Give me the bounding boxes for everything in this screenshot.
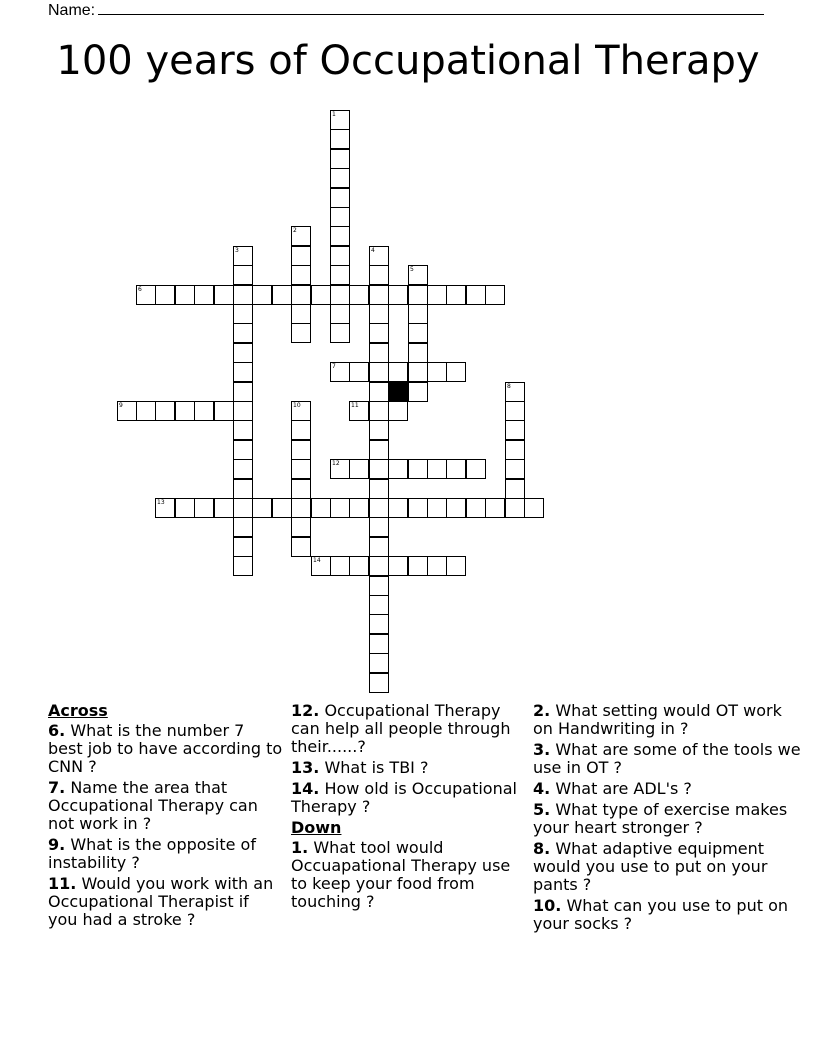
crossword-cell[interactable] — [505, 479, 525, 499]
clue-number: 5. — [533, 800, 551, 819]
crossword-cell[interactable] — [369, 265, 389, 285]
crossword-cell[interactable] — [330, 285, 350, 305]
crossword-cell[interactable] — [466, 285, 486, 305]
crossword-cell[interactable] — [330, 498, 350, 518]
clue-text: What setting would OT work on Handwriting in ? — [533, 701, 782, 738]
crossword-cell[interactable] — [388, 459, 408, 479]
clue-text: What is TBI ? — [324, 758, 429, 777]
clue-number: 12. — [291, 701, 320, 720]
crossword-cell[interactable] — [291, 537, 311, 557]
clue-across-14 — [291, 780, 531, 816]
crossword-cell[interactable] — [349, 285, 369, 305]
clue-text: Would you work with an Occupational Therapist if you had a stroke ? — [48, 874, 274, 929]
clue-text: What tool would Occuapational Therapy use to keep your food from touching ? — [291, 838, 511, 911]
name-underline[interactable] — [98, 0, 764, 15]
clue-down-2 — [533, 702, 803, 738]
clues-column-3 — [533, 702, 803, 936]
crossword-cell[interactable] — [369, 459, 389, 479]
crossword-cell[interactable] — [291, 479, 311, 499]
crossword-cell[interactable] — [349, 459, 369, 479]
crossword-cell[interactable] — [214, 498, 234, 518]
crossword-cell[interactable] — [233, 537, 253, 557]
crossword-cell[interactable] — [408, 323, 428, 343]
crossword-cell[interactable] — [505, 401, 525, 421]
crossword-cell[interactable] — [369, 246, 389, 266]
clue-number: 9. — [48, 835, 66, 854]
clue-number: 8. — [533, 839, 551, 858]
crossword-cell[interactable] — [330, 556, 350, 576]
clue-down-4 — [533, 780, 803, 798]
crossword-cell[interactable] — [214, 401, 234, 421]
crossword-cell[interactable] — [427, 498, 447, 518]
crossword-cell[interactable] — [233, 479, 253, 499]
name-field[interactable] — [48, 0, 764, 20]
clue-text: What type of exercise makes your heart stronger ? — [533, 800, 788, 837]
crossword-cell[interactable] — [252, 285, 272, 305]
cell-number: 14 — [313, 557, 321, 564]
crossword-cell[interactable] — [349, 556, 369, 576]
clue-text: What is the number 7 best job to have according to CNN ? — [48, 721, 283, 776]
crossword-cell[interactable] — [408, 304, 428, 324]
crossword-cell[interactable] — [155, 498, 175, 518]
crossword-cell[interactable] — [369, 595, 389, 615]
clue-text: What is the opposite of instability ? — [48, 835, 256, 872]
crossword-cell[interactable] — [175, 498, 195, 518]
cell-number: 8 — [507, 383, 511, 390]
crossword-cell[interactable] — [233, 343, 253, 363]
crossword-cell[interactable] — [524, 498, 544, 518]
clue-number: 11. — [48, 874, 77, 893]
crossword-cell[interactable] — [330, 207, 350, 227]
crossword-cell[interactable] — [349, 362, 369, 382]
clue-text: What adaptive equipment would you use to put on your pants ? — [533, 839, 768, 894]
clue-number: 14. — [291, 779, 320, 798]
crossword-cell[interactable] — [291, 304, 311, 324]
crossword-cell[interactable] — [505, 382, 525, 402]
crossword-cell[interactable] — [117, 401, 137, 421]
crossword-cell[interactable] — [291, 401, 311, 421]
crossword-cell[interactable] — [369, 653, 389, 673]
cell-number: 5 — [410, 266, 414, 273]
crossword-cell[interactable] — [233, 246, 253, 266]
crossword-cell[interactable] — [233, 323, 253, 343]
clue-number: 13. — [291, 758, 320, 777]
crossword-cell[interactable] — [408, 285, 428, 305]
crossword-cell[interactable] — [291, 517, 311, 537]
crossword-cell[interactable] — [369, 576, 389, 596]
cell-number: 3 — [235, 247, 239, 254]
clue-number: 4. — [533, 779, 551, 798]
crossword-cell[interactable] — [233, 362, 253, 382]
crossword-cell[interactable] — [369, 479, 389, 499]
crossword-cell[interactable] — [427, 285, 447, 305]
crossword-cell[interactable] — [369, 673, 389, 693]
clue-down-10 — [533, 897, 803, 933]
crossword-cell[interactable] — [291, 459, 311, 479]
crossword-cell[interactable] — [194, 401, 214, 421]
crossword-cell[interactable] — [252, 498, 272, 518]
crossword-cell[interactable] — [155, 401, 175, 421]
crossword-cell[interactable] — [408, 265, 428, 285]
crossword-cell[interactable] — [427, 459, 447, 479]
crossword-cell[interactable] — [466, 459, 486, 479]
crossword-cell[interactable] — [369, 304, 389, 324]
across-heading: Across — [48, 701, 108, 720]
clue-number: 3. — [533, 740, 551, 759]
crossword-cell[interactable] — [369, 401, 389, 421]
crossword-cell[interactable] — [233, 401, 253, 421]
crossword-cell[interactable] — [388, 362, 408, 382]
crossword-cell[interactable] — [369, 420, 389, 440]
crossword-cell[interactable] — [388, 401, 408, 421]
crossword-cell[interactable] — [233, 517, 253, 537]
crossword-cell[interactable] — [233, 304, 253, 324]
crossword-cell[interactable] — [446, 498, 466, 518]
crossword-cell[interactable] — [291, 285, 311, 305]
crossword-cell[interactable] — [408, 459, 428, 479]
cell-number: 6 — [138, 286, 142, 293]
crossword-cell[interactable] — [408, 343, 428, 363]
crossword-cell[interactable] — [330, 362, 350, 382]
crossword-cell[interactable] — [330, 129, 350, 149]
crossword-cell[interactable] — [446, 362, 466, 382]
crossword-cell[interactable] — [369, 323, 389, 343]
clue-text: What can you use to put on your socks ? — [533, 896, 789, 933]
crossword-cell[interactable] — [505, 459, 525, 479]
clues-column-1 — [48, 702, 283, 932]
clue-number: 1. — [291, 838, 309, 857]
clue-text: How old is Occupational Therapy ? — [291, 779, 517, 816]
crossword-cell[interactable] — [369, 556, 389, 576]
crossword-cell[interactable] — [311, 556, 331, 576]
crossword-cell[interactable] — [349, 401, 369, 421]
crossword-cell[interactable] — [330, 110, 350, 130]
crossword-cell[interactable] — [369, 634, 389, 654]
crossword-cell[interactable] — [330, 459, 350, 479]
crossword-cell[interactable] — [233, 382, 253, 402]
crossword-cell[interactable] — [330, 304, 350, 324]
cell-number: 11 — [351, 402, 359, 409]
crossword-cell[interactable] — [233, 285, 253, 305]
crossword-cell[interactable] — [311, 285, 331, 305]
crossword-cell[interactable] — [330, 323, 350, 343]
crossword-cell[interactable] — [369, 517, 389, 537]
cell-number: 9 — [119, 402, 123, 409]
crossword-cell[interactable] — [369, 537, 389, 557]
page-title: 100 years of Occupational Therapy — [56, 38, 760, 84]
crossword-cell[interactable] — [291, 440, 311, 460]
crossword-cell[interactable] — [330, 168, 350, 188]
crossword-cell[interactable] — [311, 498, 331, 518]
crossword-cell[interactable] — [175, 285, 195, 305]
clue-across-12 — [291, 702, 531, 756]
crossword-cell[interactable] — [369, 343, 389, 363]
crossword-cell[interactable] — [485, 285, 505, 305]
crossword-cell[interactable] — [505, 440, 525, 460]
crossword-cell[interactable] — [330, 246, 350, 266]
crossword-cell[interactable] — [369, 382, 389, 402]
crossword-cell[interactable] — [408, 556, 428, 576]
crossword-cell[interactable] — [272, 285, 292, 305]
crossword-cell[interactable] — [505, 498, 525, 518]
crossword-cell[interactable] — [233, 556, 253, 576]
crossword-cell[interactable] — [233, 459, 253, 479]
clue-number: 10. — [533, 896, 562, 915]
crossword-cell[interactable] — [369, 362, 389, 382]
clue-number: 2. — [533, 701, 551, 720]
clue-across-7 — [48, 779, 283, 833]
crossword-cell[interactable] — [330, 149, 350, 169]
blocked-cell — [388, 381, 408, 401]
crossword-cell[interactable] — [369, 285, 389, 305]
crossword-cell[interactable] — [291, 226, 311, 246]
crossword-cell[interactable] — [214, 285, 234, 305]
clue-across-6 — [48, 722, 283, 776]
clue-number: 6. — [48, 721, 66, 740]
crossword-cell[interactable] — [233, 440, 253, 460]
crossword-cell[interactable] — [291, 323, 311, 343]
crossword-cell[interactable] — [233, 498, 253, 518]
clue-down-1 — [291, 839, 531, 911]
crossword-cell[interactable] — [330, 226, 350, 246]
crossword-cell[interactable] — [136, 285, 156, 305]
cell-number: 10 — [293, 402, 301, 409]
clue-down-8 — [533, 840, 803, 894]
down-heading: Down — [291, 818, 342, 837]
clues-column-2 — [291, 702, 531, 914]
crossword-cell[interactable] — [369, 498, 389, 518]
crossword-cell[interactable] — [427, 556, 447, 576]
crossword-cell[interactable] — [155, 285, 175, 305]
cell-number: 7 — [332, 363, 336, 370]
crossword-cell[interactable] — [408, 362, 428, 382]
crossword-cell[interactable] — [446, 285, 466, 305]
clue-across-13 — [291, 759, 531, 777]
crossword-cell[interactable] — [349, 498, 369, 518]
crossword-cell[interactable] — [485, 498, 505, 518]
crossword-cell[interactable] — [466, 498, 486, 518]
crossword-cell[interactable] — [388, 285, 408, 305]
crossword-cell[interactable] — [194, 285, 214, 305]
crossword-cell[interactable] — [272, 498, 292, 518]
name-label: Name: — [48, 2, 96, 19]
crossword-cell[interactable] — [388, 556, 408, 576]
crossword-cell[interactable] — [136, 401, 156, 421]
crossword-cell[interactable] — [291, 498, 311, 518]
clue-text: Occupational Therapy can help all people through their......? — [291, 701, 511, 756]
crossword-cell[interactable] — [408, 498, 428, 518]
cell-number: 13 — [157, 499, 165, 506]
cell-number: 1 — [332, 111, 336, 118]
clue-across-9 — [48, 836, 283, 872]
crossword-cell[interactable] — [194, 498, 214, 518]
clue-text: Name the area that Occupational Therapy can not work in ? — [48, 778, 258, 833]
clue-number: 7. — [48, 778, 66, 797]
crossword-cell[interactable] — [427, 362, 447, 382]
cell-number: 4 — [371, 247, 375, 254]
clue-down-5 — [533, 801, 803, 837]
crossword-cell[interactable] — [291, 420, 311, 440]
crossword-cell[interactable] — [369, 614, 389, 634]
crossword-cell[interactable] — [233, 420, 253, 440]
crossword-cell[interactable] — [446, 556, 466, 576]
crossword-cell[interactable] — [291, 246, 311, 266]
crossword-cell[interactable] — [369, 440, 389, 460]
cell-number: 2 — [293, 227, 297, 234]
crossword-cell[interactable] — [330, 188, 350, 208]
crossword-cell[interactable] — [408, 382, 428, 402]
clue-text: What are some of the tools we use in OT ? — [533, 740, 801, 777]
crossword-cell[interactable] — [388, 498, 408, 518]
crossword-cell[interactable] — [175, 401, 195, 421]
cell-number: 12 — [332, 460, 340, 467]
clue-down-3 — [533, 741, 803, 777]
crossword-cell[interactable] — [505, 420, 525, 440]
clue-text: What are ADL's ? — [555, 779, 692, 798]
crossword-cell[interactable] — [291, 265, 311, 285]
clue-across-11 — [48, 875, 283, 929]
crossword-cell[interactable] — [446, 459, 466, 479]
crossword-cell[interactable] — [233, 265, 253, 285]
crossword-cell[interactable] — [330, 265, 350, 285]
